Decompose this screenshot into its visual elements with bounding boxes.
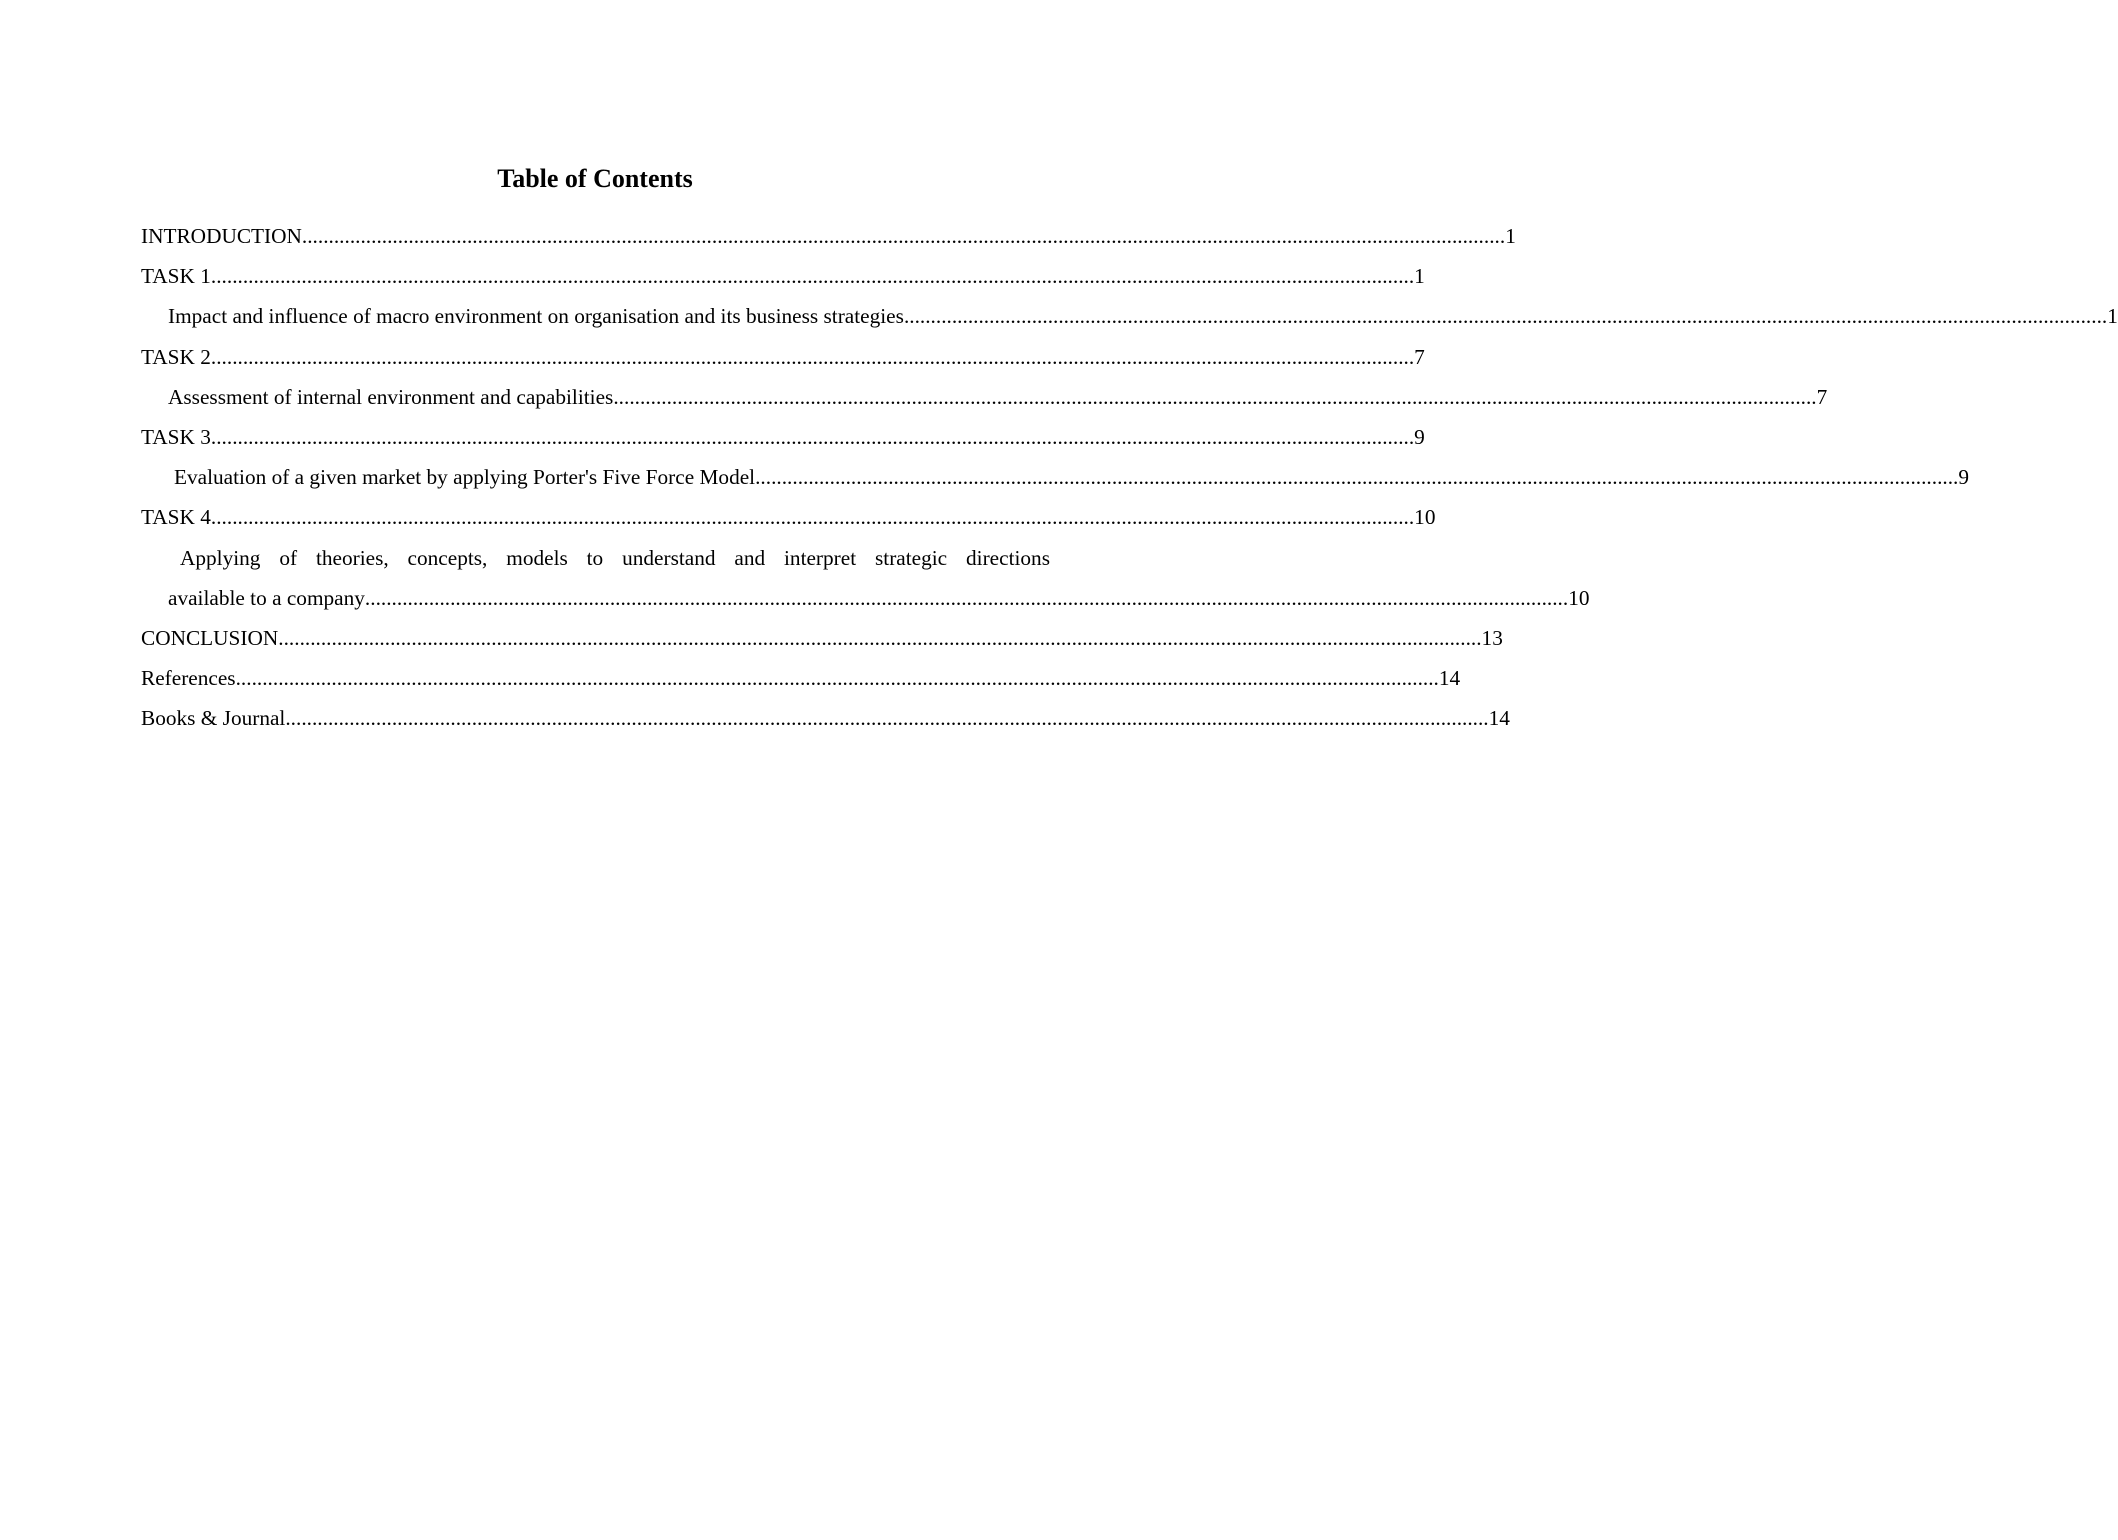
toc-word: strategic xyxy=(875,545,948,570)
toc-leader-dots: .................................................................................................................................................................................................................................. xyxy=(301,224,1506,248)
toc-entry-books-journal[interactable] xyxy=(141,698,1510,738)
toc-title: Table of Contents xyxy=(497,164,693,193)
toc-entry-label: CONCLUSION xyxy=(141,625,279,650)
toc-entry-references[interactable] xyxy=(141,658,1461,698)
toc-entry-label: References xyxy=(141,666,236,691)
toc-list xyxy=(141,216,2118,738)
toc-word: and xyxy=(734,545,766,570)
toc-entry-porters-five-force[interactable] xyxy=(174,457,1970,497)
toc-word: concepts, xyxy=(407,545,488,570)
toc-word: interpret xyxy=(784,545,857,570)
toc-entry-introduction[interactable] xyxy=(141,216,1516,256)
toc-leader-dots: .................................................................................................................................................................................................................................. xyxy=(210,505,1415,530)
toc-entry-page: 1 xyxy=(1414,264,1425,289)
toc-leader-dots: .................................................................................................................................................................................................................................. xyxy=(613,384,1817,409)
toc-word: directions xyxy=(966,545,1050,570)
toc-leader-dots: .................................................................................................................................................................................................................................. xyxy=(235,666,1439,691)
toc-leader-dots: .................................................................................................................................................................................................................................. xyxy=(210,424,1415,449)
toc-entry-page: 9 xyxy=(1958,465,1970,490)
toc-entry-label: TASK 4 xyxy=(141,505,211,530)
toc-leader-dots: .................................................................................................................................................................................................................................. xyxy=(285,706,1489,731)
toc-entry-label: INTRODUCTION xyxy=(141,224,302,248)
toc-entry-label: TASK 1 xyxy=(141,264,211,289)
toc-word: theories, xyxy=(315,545,389,570)
toc-leader-dots: .................................................................................................................................................................................................................................. xyxy=(364,585,1569,610)
toc-entry-label: Books & Journal xyxy=(141,706,286,731)
toc-entry-label: TASK 3 xyxy=(141,424,211,449)
toc-entry-page: 1 xyxy=(2107,304,2118,329)
toc-leader-dots: .................................................................................................................................................................................................................................. xyxy=(210,344,1415,369)
toc-word: models xyxy=(506,545,568,570)
toc-entry-label: Impact and influence of macro environment on organisation and its business strategies xyxy=(168,304,904,329)
toc-entry-page: 10 xyxy=(1568,585,1590,610)
toc-word: understand xyxy=(622,545,716,570)
toc-entry-page: 10 xyxy=(1414,505,1436,530)
toc-leader-dots: .................................................................................................................................................................................................................................. xyxy=(903,304,2108,329)
toc-entry-label-line-2 xyxy=(168,578,1590,618)
toc-entry-label-line-1 xyxy=(180,538,1050,578)
toc-word: to xyxy=(586,545,604,570)
toc-entry-page: 7 xyxy=(1816,384,1828,409)
toc-leader-dots: .................................................................................................................................................................................................................................. xyxy=(210,264,1415,289)
toc-entry-label: Assessment of internal environment and capabilities xyxy=(168,384,614,409)
toc-entry-internal-environment[interactable] xyxy=(168,377,1828,417)
toc-entry-page: 13 xyxy=(1481,625,1503,650)
toc-entry-page: 7 xyxy=(1414,344,1425,369)
toc-entry-label: TASK 2 xyxy=(141,344,211,369)
toc-entry-conclusion[interactable] xyxy=(141,618,1503,658)
toc-entry-macro-environment[interactable] xyxy=(168,296,2118,336)
toc-entry-page: 14 xyxy=(1488,706,1510,731)
toc-leader-dots: .................................................................................................................................................................................................................................. xyxy=(755,465,1959,490)
toc-entry-label: available to a company xyxy=(168,585,365,610)
toc-entry-task-1[interactable] xyxy=(141,256,1425,296)
toc-entry-page: 9 xyxy=(1414,424,1425,449)
toc-word: of xyxy=(279,545,298,570)
toc-entry-strategic-directions[interactable] xyxy=(141,538,1590,618)
toc-entry-task-2[interactable] xyxy=(141,337,1425,377)
toc-entry-task-4[interactable] xyxy=(141,497,1436,537)
toc-word: Applying xyxy=(180,545,261,570)
toc-entry-label: Evaluation of a given market by applying Porter's Five Force Model xyxy=(174,465,756,490)
toc-leader-dots: .................................................................................................................................................................................................................................. xyxy=(278,625,1482,650)
toc-entry-page: 14 xyxy=(1438,666,1461,691)
toc-entry-page: 1 xyxy=(1505,224,1516,248)
toc-entry-task-3[interactable] xyxy=(141,417,1425,457)
